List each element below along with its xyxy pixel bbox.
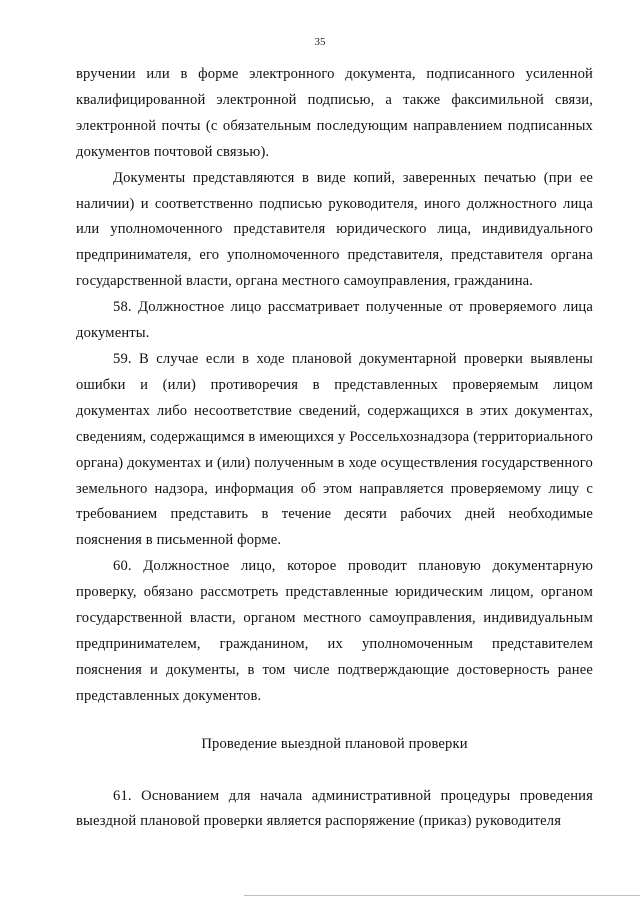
page-number: 35 bbox=[314, 36, 326, 48]
scan-edge-line bbox=[244, 895, 640, 896]
section-heading: Проведение выездной плановой проверки bbox=[201, 735, 468, 752]
paragraph-60: 60. Должностное лицо, которое проводит плановую документарную проверку, обязано рассмотреть представленные юридическим лицом, органом государственной власти, органом местного самоуправления, индивидуальным предпринимателем, гражданином, их уполномоченным представителем пояснения и документы, в том числе подтверждающие достоверность ранее представленных документов. bbox=[76, 558, 593, 704]
paragraph-61: 61. Основанием для начала административной процедуры проведения выездной плановой проверки является распоряжение (приказ) руководителя bbox=[76, 787, 593, 830]
paragraph-59: 59. В случае если в ходе плановой документарной проверки выявлены ошибки и (или) противоречия в представленных проверяемым лицом документах либо несоответствие сведений, содержащихся в этих документах, сведениям, содержащимся в имеющихся у Россельхознадзора (территориального органа) документах и (или) полученным в ходе осуществления государственного земельного надзора, информация об этом направляется проверяемому лицу с требованием представить в течение десяти рабочих дней необходимые пояснения в письменной форме. bbox=[76, 350, 593, 549]
paragraph-continuation: вручении или в форме электронного документа, подписанного усиленной квалифицированной электронной подписью, а также факсимильной связи, электронной почты (с обязательным последующим направлением подписанных документов почтовой связью). bbox=[76, 66, 593, 160]
paragraph-58: 58. Должностное лицо рассматривает полученные от проверяемого лица документы. bbox=[76, 299, 593, 342]
paragraph-documents-copies: Документы представляются в виде копий, заверенных печатью (при ее наличии) и соответственно подписью руководителя, иного должностного лица или уполномоченного представителя юридического лица, индивидуального предпринимателя, его уполномоченного представителя, представителя органа государственной власти, органа местного самоуправления, гражданина. bbox=[76, 169, 593, 290]
document-body bbox=[76, 62, 593, 835]
